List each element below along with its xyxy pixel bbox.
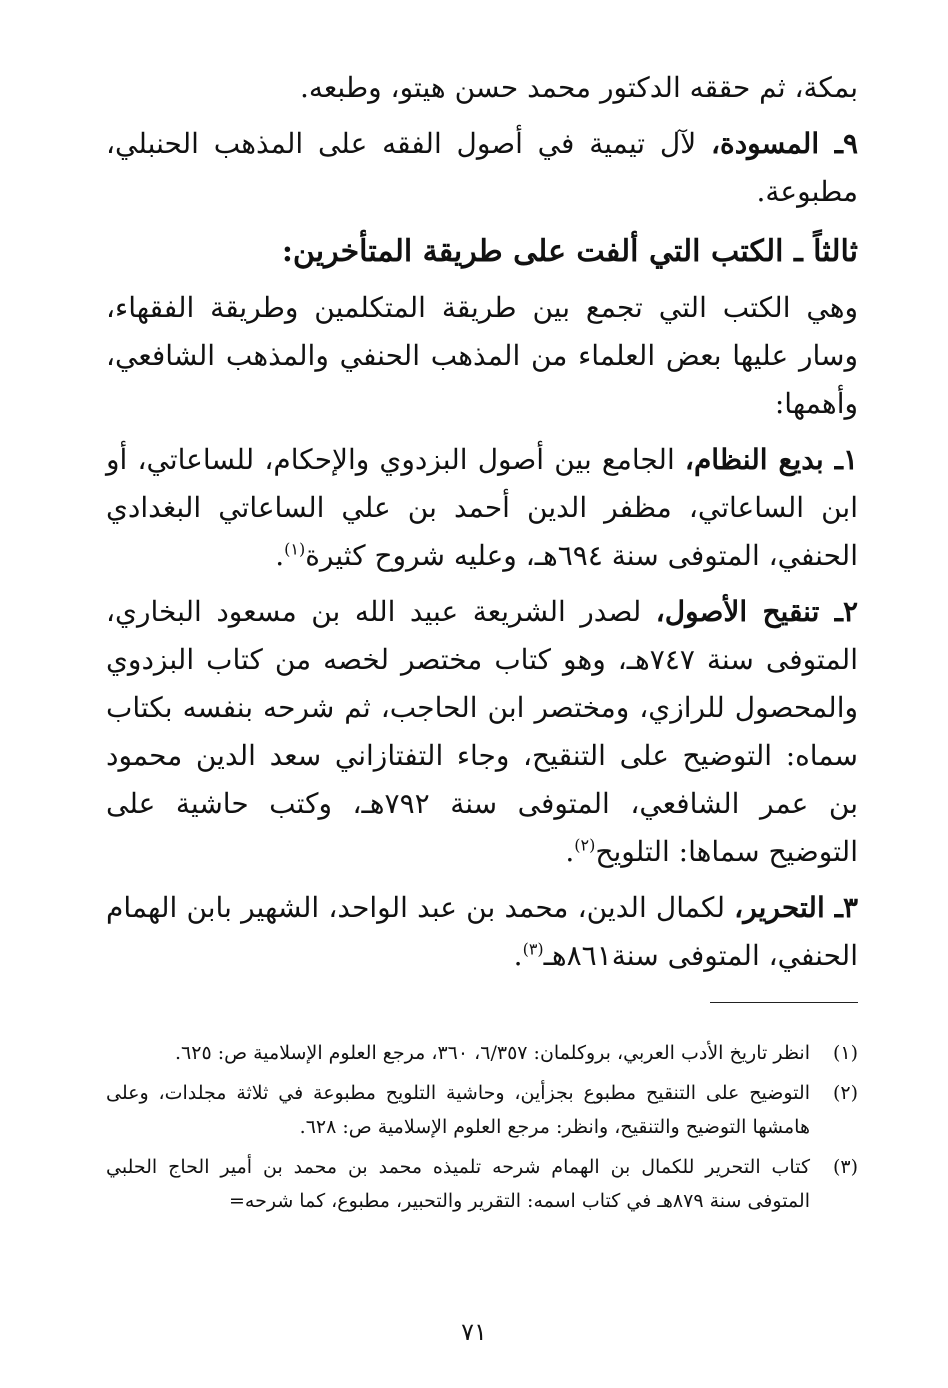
footnotes bbox=[106, 1036, 858, 1224]
item-3-text: لكمال الدين، محمد بن عبد الواحد، الشهير بابن الهمام الحنفي، المتوفى سنة٨٦١هـ bbox=[106, 891, 858, 972]
list-item-9 bbox=[106, 120, 858, 216]
item-2-end: . bbox=[565, 835, 575, 868]
footnote-3 bbox=[106, 1150, 858, 1218]
item-2-text: لصدر الشريعة عبيد الله بن مسعود البخاري، المتوفى سنة ٧٤٧هـ، وهو كتاب مختصر لخصه من كتاب البزدوي والمحصول للرازي، ومختصر ابن الحاجب، ثم شرحه بنفسه بكتاب سماه: التوضيح على التنقيح، وجاء التفتازاني سعد الدين محمود بن عمر الشافعي، المتوفى سنة ٧٩٢هـ، وكتب حاشية على التوضيح سماها: التلويح bbox=[106, 595, 858, 868]
footnote-divider bbox=[710, 1002, 858, 1003]
item-9-text: لآل تيمية في أصول الفقه على المذهب الحنبلي، مطبوعة. bbox=[106, 127, 858, 208]
page-number: ٧١ bbox=[461, 1318, 487, 1346]
item-2-title: ٢ـ تنقيح الأصول، bbox=[655, 595, 858, 628]
footnote-1 bbox=[106, 1036, 858, 1070]
item-3-end: . bbox=[513, 939, 523, 972]
footnote-text: انظر تاريخ الأدب العربي، بروكلمان: ٦/٣٥٧، ٣٦٠، مرجع العلوم الإسلامية ص: ٦٢٥. bbox=[175, 1042, 810, 1064]
footnote-2 bbox=[106, 1076, 858, 1144]
continuation-paragraph bbox=[106, 64, 858, 112]
footnote-ref-1[interactable]: (١) bbox=[284, 539, 306, 559]
footnote-number: (١) bbox=[832, 1042, 858, 1064]
list-item-2 bbox=[106, 588, 858, 876]
list-item-1 bbox=[106, 436, 858, 580]
continuation-text: بمكة، ثم حققه الدكتور محمد حسن هيتو، وطبعه. bbox=[299, 71, 858, 104]
item-3-title: ٣ـ التحرير، bbox=[734, 891, 858, 924]
main-text bbox=[106, 64, 858, 980]
footnote-text: التوضيح على التنقيح مطبوع بجزأين، وحاشية التلويح مطبوعة في ثلاثة مجلدات، وعلى هامشها التوضيح والتنقيح، وانظر: مرجع العلوم الإسلامية ص: ٦٢٨. bbox=[106, 1082, 810, 1138]
intro-text: وهي الكتب التي تجمع بين طريقة المتكلمين وطريقة الفقهاء، وسار عليها بعض العلماء من المذهب الحنفي والمذهب الشافعي، وأهمها: bbox=[106, 291, 858, 420]
item-1-title: ١ـ بديع النظام، bbox=[684, 443, 858, 476]
section-heading: ثالثاً ـ الكتب التي ألفت على طريقة المتأخرين: bbox=[281, 234, 858, 269]
footnote-text: كتاب التحرير للكمال بن الهمام شرحه تلميذه محمد بن محمد بن أمير الحاج الحلبي المتوفى سنة ٨٧٩هـ في كتاب اسمه: التقرير والتحبير، مطبوع، كما شرحه= bbox=[106, 1156, 810, 1212]
list-item-3 bbox=[106, 884, 858, 980]
footnote-ref-2[interactable]: (٢) bbox=[574, 835, 596, 855]
item-9-title: ٩ـ المسودة، bbox=[710, 127, 858, 160]
item-1-end: . bbox=[275, 539, 285, 572]
intro-paragraph bbox=[106, 284, 858, 428]
footnote-number: (٢) bbox=[832, 1082, 858, 1104]
footnote-ref-3[interactable]: (٣) bbox=[522, 939, 544, 959]
footnote-number: (٣) bbox=[832, 1156, 858, 1178]
item-1-text: الجامع بين أصول البزدوي والإحكام، للساعاتي، أو ابن الساعاتي، مظفر الدين أحمد بن علي الساعاتي البغدادي الحنفي، المتوفى سنة ٦٩٤هـ، وعليه شروح كثيرة bbox=[106, 443, 858, 572]
